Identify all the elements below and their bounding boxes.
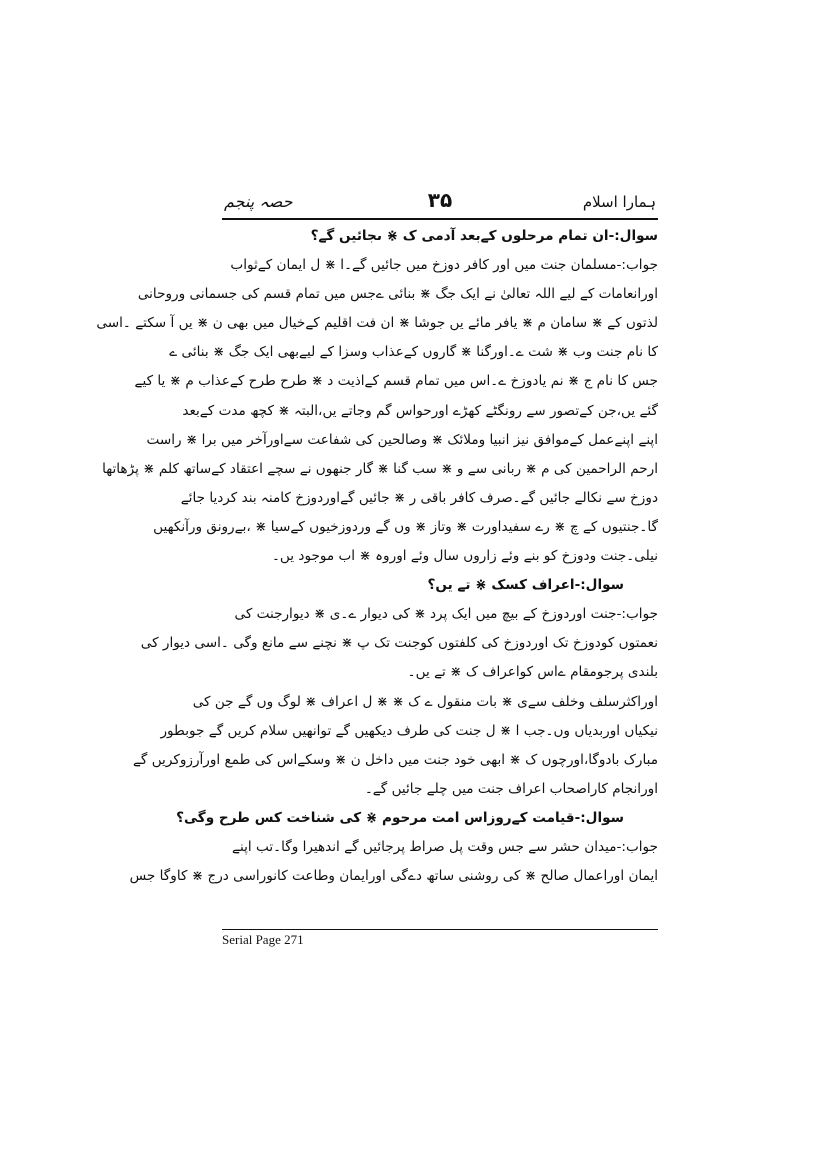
text-line: نیکیاں اوربدیاں وں۔جب ا ⋇ ل جنت کی طرف دیکھیں گے توانھیں سلام کریں گے جوبطور (160, 722, 658, 739)
text-line: مبارک بادوگا،اورچوں ک ⋇ ابھی خود جنت میں داخل ن ⋇ وسکےاس کی طمع اورآرزوکریں گے (132, 751, 658, 768)
page-header (222, 188, 658, 218)
answer-line: جواب:-مسلمان جنت میں اور کافر دوزخ میں جائیں گے۔ا ⋇ ل ایمان کےثواب (230, 257, 658, 274)
document-page (96, 188, 658, 948)
text-line: بلندی پرجومقام ےاس کواعراف ک ⋇ تے یں۔ (407, 664, 658, 681)
text-line: نیلی۔جنت ودوزخ کو بنے وئے زاروں سال وئے اوروہ ⋇ اب موجود یں۔ (271, 548, 658, 565)
text-line: ایمان اوراعمال صالح ⋇ کی روشنی ساتھ دےگی اورایمان وطاعت کانوراسی درج ⋇ کاوگا جس (129, 868, 658, 885)
part-label: حصہ پنجم (224, 192, 293, 211)
answer-line: جواب:-میدان حشر سے جس وقت پل صراط پرجائیں گے اندھیرا وگا۔تب اپنے (232, 838, 658, 855)
question-line: سوال:-قیامت کےروزاس امت مرحوم ⋇ کی شناخت کس طرح وگی؟ (176, 809, 624, 826)
text-line: ارحم الراحمین کی م ⋇ ربانی سے و ⋇ سب گنا ⋇ گار جنھوں نے سچے اعتقاد کےساتھ کلم ⋇ پڑھاتھا (102, 460, 658, 477)
text-line: اپنے اپنےعمل کےموافق نیز انبیا وملائک ⋇ وصالحین کی شفاعت سےاورآخر میں برا ⋇ راست (146, 431, 658, 448)
question-line: سوال:-اعراف کسک ⋇ تے یں؟ (427, 577, 624, 594)
text-line: اورانعامات کے لیے اللہ تعالیٰ نے ایک جگ ⋇ بنائی ےجس میں تمام قسم کی جسمانی وروحانی (137, 286, 658, 303)
text-line: گا۔جنتیوں کے چ ⋇ رے سفیداورت ⋇ وتاز ⋇ وں گے وردوزخیوں کےسیا ⋇ ،بےرونق ورآنکھیں (153, 518, 658, 535)
text-line: کا نام جنت وب ⋇ شت ے۔اورگنا ⋇ گاروں کےعذاب وسزا کے لیےبھی ایک جگ ⋇ بنائی ے (169, 344, 658, 361)
text-line: دوزخ سے نکالے جائیں گے۔صرف کافر باقی ر ⋇ جائیں گےاوردوزخ کامنہ بند کردیا جائے (180, 489, 658, 506)
text-line: گئے یں،جن کےتصور سے رونگٹے کھڑے اورحواس گم وجاتے یں،البتہ ⋇ کچھ مدت کےبعد (182, 402, 658, 419)
text-line: اوراکثرسلف وخلف سےی ⋇ بات منقول ے ک ⋇ ⋇ ل اعراف ⋇ لوگ وں گے جن کی (192, 693, 658, 710)
body-text (96, 222, 658, 891)
answer-line: جواب:-جنت اوردوزخ کے بیچ میں ایک پرد ⋇ کی دیوار ے۔ی ⋇ دیوارجنت کی (234, 606, 658, 623)
text-line: اورانجام کاراصحاب اعراف جنت میں چلے جائیں گے۔ (364, 780, 658, 797)
book-title: ہمارا اسلام (582, 193, 656, 211)
question-line: سوال:-ان تمام مرحلوں کےبعد آدمی ک ⋇ ںجائیں گے؟ (310, 228, 658, 244)
header-rule (222, 218, 658, 220)
text-line: جس کا نام ج ⋇ نم یادوزخ ے۔اس میں تمام قسم کےاذیت د ⋇ طرح طرح کےعذاب م ⋇ یا کیے (134, 373, 658, 390)
text-line: نعمتوں کودوزخ تک اوردوزخ کی کلفتوں کوجنت تک پ ⋇ نچنے سے مانع وگی ۔اسی دیوار کی (140, 635, 658, 652)
serial-page-label: Serial Page 271 (222, 932, 304, 947)
footer-rule (222, 929, 658, 930)
text-line: لذتوں کے ⋇ سامان م ⋇ یافر مائے یں جوشا ⋇ ان فت اقلیم کےخیال میں بھی ن ⋇ یں آ سکتے ۔اسی (96, 315, 658, 332)
page-number: ۳۵ (427, 188, 453, 212)
